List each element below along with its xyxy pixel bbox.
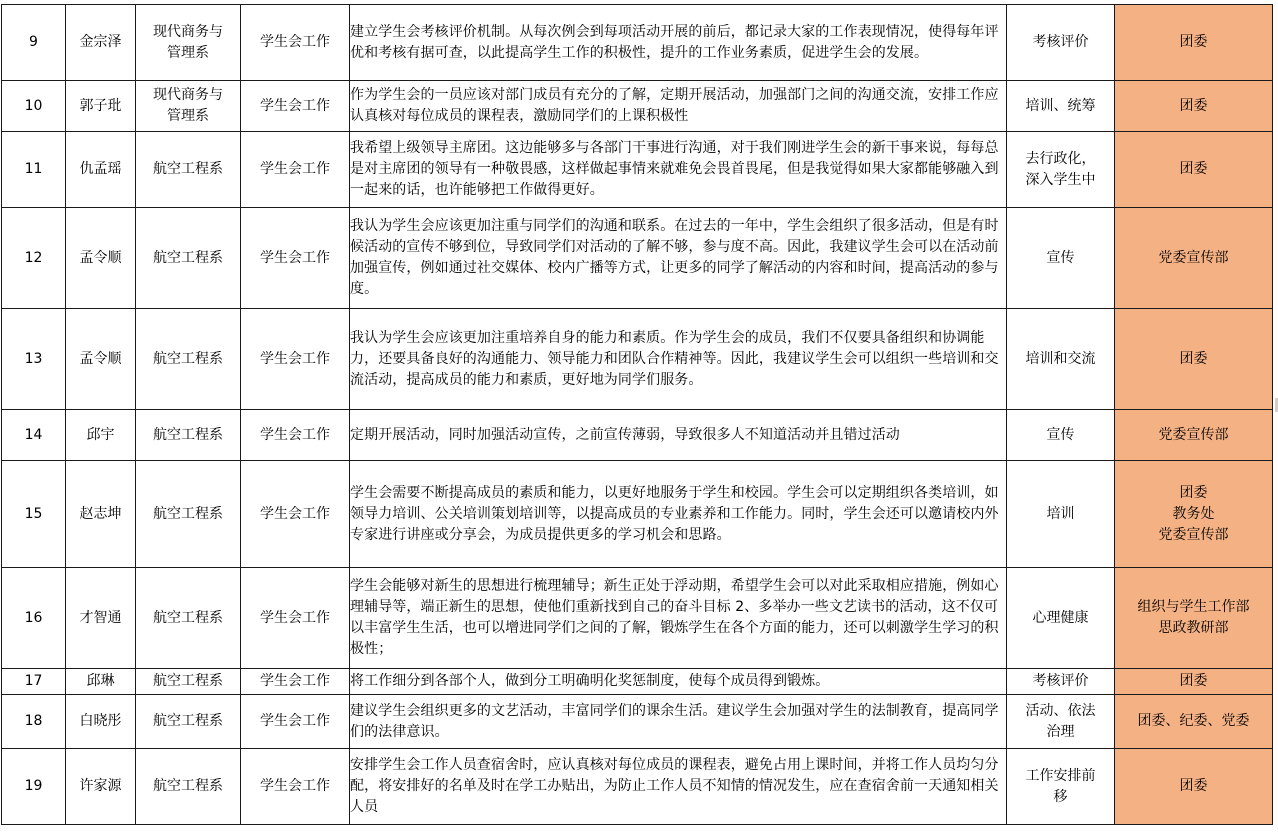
table-row — [2, 461, 1273, 568]
department-line: 团委 — [1179, 778, 1208, 794]
table-row — [2, 695, 1273, 749]
proposal-text[interactable]: 我认为学生会应该更加注重与同学们的沟通和联系。在过去的一年中，学生会组织了很多活动，但是有时候活动的宣传不够到位，导致同学们对活动的了解不够，参与度不高。因此，我建议学生会可以在活动前加强宣传，例如通过社交媒体、校内广播等方式，让更多的同学了解活动的内容和时间，提高活动的参与度。 — [350, 208, 1007, 309]
proposal-text[interactable]: 定期开展活动，同时加强活动宣传，之前宣传薄弱，导致很多人不知道活动并且错过活动 — [350, 410, 1007, 461]
college-line: 航空工程系 — [153, 609, 223, 626]
category[interactable] — [1007, 309, 1115, 410]
work-area[interactable]: 学生会工作 — [241, 669, 350, 695]
proposal-text[interactable]: 安排学生会工作人员查宿舍时，应认真核对每位成员的课程表，避免占用上课时间，并将工作人员均匀分配，将安排好的名单及时在学工办贴出，为防止工作人员不知情的情况发生，应在查宿舍前一天通知相关人员 — [350, 749, 1007, 825]
proposal-text[interactable]: 作为学生会的一员应该对部门成员有充分的了解，定期开展活动，加强部门之间的沟通交流，安排工作应认真核对每位成员的课程表，激励同学们的上课积极性 — [350, 81, 1007, 132]
college-line: 航空工程系 — [153, 426, 223, 443]
table-row — [2, 309, 1273, 410]
category-line: 治理 — [1046, 723, 1075, 740]
proposal-text[interactable]: 学生会能够对新生的思想进行梳理辅导；新生正处于浮动期，希望学生会可以对此采取相应措施，例如心理辅导等，端正新生的思想，使他们重新找到自己的奋斗目标 2、多举办一些文艺读书的活动，这不仅可以丰富学生生活，也可以增进同学们之间的了解，锻炼学生在各个方面的能力，还可以刺激学生学习的积极性； — [350, 568, 1007, 669]
category[interactable] — [1007, 410, 1115, 461]
college[interactable] — [136, 410, 241, 461]
student-name[interactable]: 仇孟瑶 — [66, 132, 136, 208]
department-line: 党委宣传部 — [1158, 249, 1229, 266]
work-area[interactable]: 学生会工作 — [241, 568, 350, 669]
category-line: 深入学生中 — [1025, 171, 1096, 188]
work-area[interactable]: 学生会工作 — [241, 208, 350, 309]
work-area[interactable]: 学生会工作 — [241, 749, 350, 825]
row-number[interactable]: 13 — [2, 309, 66, 410]
college[interactable] — [136, 208, 241, 309]
proposal-text[interactable]: 学生会需要不断提高成员的素质和能力，以更好地服务于学生和校园。学生会可以定期组织各类培训，如领导力培训、公关培训策划培训等，以提高成员的专业素养和工作能力。同时，学生会还可以邀请校内外专家进行讲座或分享会，为成员提供更多的学习机会和思路。 — [350, 461, 1007, 568]
category-line: 去行政化， — [1025, 150, 1096, 167]
proposal-text[interactable]: 我希望上级领导主席团。这边能够多与各部门干事进行沟通，对于我们刚进学生会的新干事来说，每每总是对主席团的领导有一种敬畏感，这样做起事情来就难免会畏首畏尾，但是我觉得如果大家都能够融入到一起来的话，也许能够把工作做得更好。 — [350, 132, 1007, 208]
category-line: 宣传 — [1046, 426, 1075, 443]
suggestion-table — [1, 4, 1273, 825]
category-line: 宣传 — [1046, 249, 1075, 266]
category-line: 心理健康 — [1032, 609, 1089, 626]
table-row — [2, 568, 1273, 669]
category[interactable] — [1007, 695, 1115, 749]
category-line: 考核评价 — [1032, 673, 1089, 689]
responsible-department[interactable] — [1115, 309, 1273, 410]
category-line: 培训 — [1046, 505, 1075, 522]
college[interactable] — [136, 749, 241, 825]
category-line: 培训、统筹 — [1025, 97, 1096, 114]
category-line: 移 — [1053, 788, 1068, 805]
department-line: 团委 — [1179, 484, 1208, 501]
table-row — [2, 132, 1273, 208]
row-number[interactable]: 16 — [2, 568, 66, 669]
proposal-text[interactable]: 建议学生会组织更多的文艺活动，丰富同学们的课余生活。建议学生会加强对学生的法制教育，提高同学们的法律意识。 — [350, 695, 1007, 749]
category[interactable] — [1007, 568, 1115, 669]
department-line: 党委宣传部 — [1158, 526, 1229, 543]
table-body — [2, 5, 1273, 825]
responsible-department[interactable] — [1115, 695, 1273, 749]
department-line: 团委 — [1179, 161, 1208, 177]
college[interactable] — [136, 309, 241, 410]
department-line: 教务处 — [1172, 505, 1215, 522]
work-area[interactable]: 学生会工作 — [241, 461, 350, 568]
row-number[interactable]: 19 — [2, 749, 66, 825]
department-line: 组织与学生工作部 — [1137, 599, 1250, 615]
college-line: 航空工程系 — [153, 778, 223, 794]
college-line: 航空工程系 — [153, 350, 223, 367]
proposal-text[interactable]: 将工作细分到各部个人，做到分工明确明化奖惩制度，使每个成员得到锻炼。 — [350, 669, 1007, 695]
student-name[interactable]: 孟令顺 — [66, 309, 136, 410]
college-line: 航空工程系 — [153, 505, 223, 522]
college-line: 管理系 — [167, 44, 209, 61]
proposal-text[interactable]: 建立学生会考核评价机制。从每次例会到每项活动开展的前后，都记录大家的工作表现情况，使得每年评优和考核有据可查，以此提高学生工作的积极性，提升的工作业务素质，促进学生会的发展。 — [350, 5, 1007, 81]
department-line: 团委 — [1179, 673, 1208, 689]
row-number[interactable]: 11 — [2, 132, 66, 208]
category[interactable] — [1007, 132, 1115, 208]
student-name[interactable]: 才智通 — [66, 568, 136, 669]
college[interactable] — [136, 461, 241, 568]
college[interactable] — [136, 669, 241, 695]
category[interactable] — [1007, 461, 1115, 568]
row-number[interactable]: 14 — [2, 410, 66, 461]
student-name[interactable]: 孟令顺 — [66, 208, 136, 309]
table-row — [2, 5, 1273, 81]
work-area[interactable]: 学生会工作 — [241, 81, 350, 132]
row-number[interactable]: 9 — [2, 5, 66, 81]
category-line: 培训和交流 — [1025, 350, 1096, 367]
college-line: 航空工程系 — [153, 713, 223, 729]
work-area[interactable]: 学生会工作 — [241, 5, 350, 81]
category[interactable] — [1007, 749, 1115, 825]
college-line: 航空工程系 — [153, 161, 223, 177]
table-row — [2, 410, 1273, 461]
row-number[interactable]: 15 — [2, 461, 66, 568]
row-number[interactable]: 10 — [2, 81, 66, 132]
work-area[interactable]: 学生会工作 — [241, 309, 350, 410]
responsible-department[interactable] — [1115, 132, 1273, 208]
work-area[interactable]: 学生会工作 — [241, 695, 350, 749]
department-line: 团委 — [1179, 97, 1208, 114]
work-area[interactable]: 学生会工作 — [241, 410, 350, 461]
student-name[interactable]: 金宗泽 — [66, 5, 136, 81]
table-row — [2, 749, 1273, 825]
department-line: 团委、纪委、党委 — [1137, 713, 1250, 729]
table-row — [2, 208, 1273, 309]
responsible-department[interactable] — [1115, 5, 1273, 81]
college[interactable] — [136, 132, 241, 208]
department-line: 团委 — [1179, 350, 1208, 367]
student-name[interactable]: 许家源 — [66, 749, 136, 825]
category[interactable] — [1007, 669, 1115, 695]
college-line: 管理系 — [167, 108, 209, 124]
college[interactable] — [136, 695, 241, 749]
category[interactable] — [1007, 5, 1115, 81]
responsible-department[interactable] — [1115, 81, 1273, 132]
category[interactable] — [1007, 208, 1115, 309]
college-line: 航空工程系 — [153, 249, 223, 266]
student-name[interactable]: 邱宇 — [66, 410, 136, 461]
table-row — [2, 81, 1273, 132]
department-line: 思政教研部 — [1158, 620, 1229, 636]
college-line: 航空工程系 — [153, 673, 223, 689]
row-number[interactable]: 12 — [2, 208, 66, 309]
category-line: 考核评价 — [1032, 34, 1089, 50]
student-name[interactable]: 赵志坤 — [66, 461, 136, 568]
responsible-department[interactable] — [1115, 208, 1273, 309]
college-line: 现代商务与 — [153, 87, 223, 103]
student-name[interactable]: 郭子玭 — [66, 81, 136, 132]
work-area[interactable]: 学生会工作 — [241, 132, 350, 208]
category[interactable] — [1007, 81, 1115, 132]
category-line: 活动、依法 — [1025, 702, 1096, 719]
responsible-department[interactable] — [1115, 669, 1273, 695]
student-name[interactable]: 邱琳 — [66, 669, 136, 695]
responsible-department[interactable] — [1115, 568, 1273, 669]
row-number[interactable]: 17 — [2, 669, 66, 695]
college[interactable] — [136, 568, 241, 669]
category-line: 工作安排前 — [1025, 767, 1096, 784]
table-row — [2, 669, 1273, 695]
row-number[interactable]: 18 — [2, 695, 66, 749]
responsible-department[interactable] — [1115, 749, 1273, 825]
department-line: 党委宣传部 — [1158, 426, 1229, 443]
department-line: 团委 — [1179, 34, 1208, 50]
college[interactable] — [136, 5, 241, 81]
student-name[interactable]: 白晓彤 — [66, 695, 136, 749]
responsible-department[interactable] — [1115, 410, 1273, 461]
responsible-department[interactable] — [1115, 461, 1273, 568]
proposal-text[interactable]: 我认为学生会应该更加注重培养自身的能力和素质。作为学生会的成员，我们不仅要具备组织和协调能力，还要具备良好的沟通能力、领导能力和团队合作精神等。因此，我建议学生会可以组织一些培训和交流活动，提高成员的能力和素质，更好地为同学们服务。 — [350, 309, 1007, 410]
college[interactable] — [136, 81, 241, 132]
college-line: 现代商务与 — [153, 23, 223, 40]
